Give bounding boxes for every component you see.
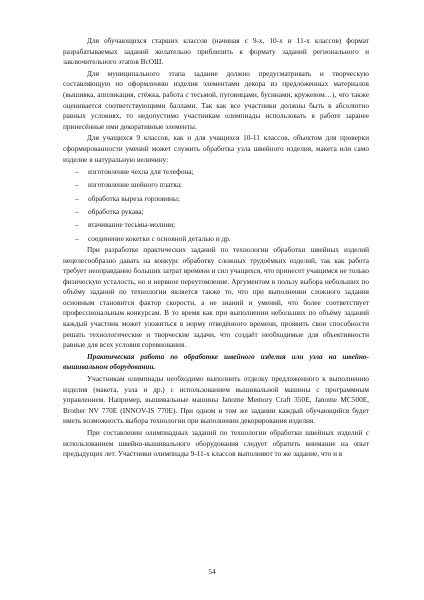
paragraph-1: Для обучающихся старших классов (начиная с 9-х, 10-х и 11-х классов) формат разрабатываемых заданий желательно приблизить к формату заданий регионального и заключительного этапов ВсОШ.: [63, 36, 369, 67]
paragraph-3: Для учащихся 9 классов, как и для учащихся 10-11 классов, объектом для проверки сформированности умений может служить обработка узла швейного изделия, макета или само изделие в натуральную величину:: [63, 133, 369, 164]
paragraph-5: Участникам олимпиады необходимо выполнить отделку предложенного к выполнению изделия (макета, узла и др.) с использованием вышивальной машины с программным управлением. Например, вышивальные машины Janome Memory Craft 350E, Janome MC500E, Brother NV 770E (INNOV-IS 770E). При одном и том же задании каждый обучающийся будет иметь возможность выбора технологии при выполнении декорирования изделия.: [63, 374, 369, 426]
list-item: – изготовление шейного платка;: [63, 178, 369, 191]
paragraph-6: При составлении олимпиадных заданий по технологии обработки швейных изделий с использованием швейно-вышивального оборудования следует обратить внимание на опыт предыдущих лет. Участники олимпиады 9-11-х классов выполняют то же задание, что и в: [63, 428, 369, 459]
list-dash: –: [75, 207, 79, 217]
section-heading: Практическая работа по обработке швейного изделия или узла на швейно-вышивальном оборудовании.: [63, 351, 369, 372]
list-dash: –: [75, 167, 79, 177]
paragraph-2: Для муниципального этапа задание должно предусматривать и творческую составляющую по оформлению изделия элементами декора из предложенных материалов (вышивка, аппликация, стёжка, работа с тесьмой, пуговицами, бусинами, кружевом…), что также оценивается соответствующими баллами. Так как все участники должны быть в абсолютно равных условиях, то недопустимо участникам олимпиады использовать в работе заранее принесённые ими декоративные элементы.: [63, 68, 369, 131]
list-dash: –: [75, 220, 79, 230]
list-item: – соединение кокетки с основной деталью и др.: [63, 232, 369, 245]
page-body: [63, 36, 369, 460]
list-item: – изготовление чехла для телефона;: [63, 165, 369, 178]
list-item: – обработка рукава;: [63, 205, 369, 218]
page-number: 54: [208, 567, 216, 576]
list-item: – втачивание тесьмы-молнии;: [63, 218, 369, 231]
paragraph-4: При разработке практических заданий по технологии обработки швейных изделий нецелесообразно давать на конкурс обработку сложных трудоёмких изделий, так как работа требует неоправданно больших затрат времени и сил учащихся, что принесет учащимся не только физическую усталость, но и нервное переутомление. Аргументом в пользу выбора небольших по объёму заданий по технологии является также то, что при выполнении сложного задания основным становится фактор скорости, а не знаний и умений, что более соответствует профессиональным конкурсам. В то время как при выполнении небольших по объёму заданий каждый участник может уложиться в норму отведённого времени, проявить свои способности решать технологические и творческие задачи, что создаёт необходимые для объективности равные для всех условия соревнования.: [63, 244, 369, 350]
object-list: [63, 165, 369, 245]
list-dash: –: [75, 233, 79, 243]
list-dash: –: [75, 180, 79, 190]
list-item: – обработка выреза горловины;: [63, 192, 369, 205]
list-dash: –: [75, 193, 79, 203]
